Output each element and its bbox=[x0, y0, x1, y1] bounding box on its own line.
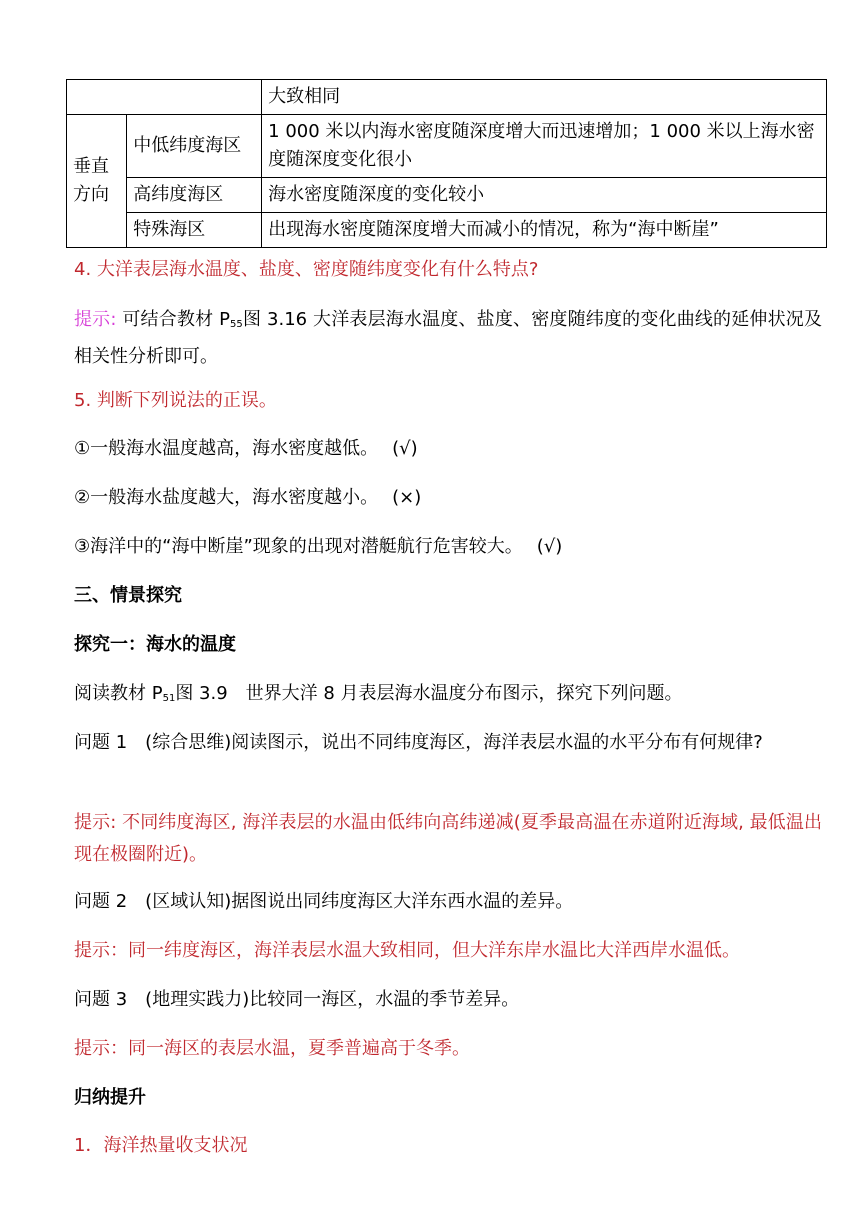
problem-1: 问题 1 (综合思维)阅读图示，说出不同纬度海区，海洋表层水温的水平分布有何规律? bbox=[74, 732, 763, 753]
judgment-text: ②一般海水盐度越大，海水密度越小。 bbox=[74, 487, 379, 508]
page-subscript: 55 bbox=[230, 319, 243, 330]
reading-text-post: 图 3.9 世界大洋 8 月表层海水温度分布图示，探究下列问题。 bbox=[175, 683, 683, 704]
judgment-mark: (√) bbox=[392, 438, 418, 459]
hint-text-post: 图 3.16 大洋表层海水温度、盐度、密度随纬度的变化曲线的延伸状况及相关性分析即可。 bbox=[74, 309, 822, 367]
table-cell: 特殊海区 bbox=[127, 213, 262, 248]
problem-3: 问题 3 (地理实践力)比较同一海区，水温的季节差异。 bbox=[74, 989, 520, 1010]
hint-label: 提示: bbox=[74, 309, 117, 330]
subheading-1: 1．海洋热量收支状况 bbox=[74, 1135, 248, 1156]
vertical-direction-label: 垂直方向 bbox=[67, 115, 127, 248]
question-5: 5. 判断下列说法的正误。 bbox=[74, 390, 277, 411]
reading-text-pre: 阅读教材 P bbox=[74, 683, 163, 704]
table-cell: 出现海水密度随深度增大而减小的情况，称为“海中断崖” bbox=[262, 213, 827, 248]
density-table bbox=[66, 79, 827, 248]
explore-heading: 探究一：海水的温度 bbox=[74, 634, 236, 655]
judgment-text: ③海洋中的“海中断崖”现象的出现对潜艇航行危害较大。 bbox=[74, 536, 523, 557]
table-cell: 海水密度随深度的变化较小 bbox=[262, 178, 827, 213]
answer-1: 提示: 不同纬度海区, 海洋表层的水温由低纬向高纬递减(夏季最高温在赤道附近海域, 最低温出现在极圈附近)。 bbox=[74, 812, 822, 865]
hint-4 bbox=[74, 304, 822, 373]
summary-heading: 归纳提升 bbox=[74, 1087, 146, 1108]
reading-instruction bbox=[74, 679, 683, 714]
judgment-2 bbox=[74, 483, 421, 513]
table-cell: 高纬度海区 bbox=[127, 178, 262, 213]
table-cell: 中低纬度海区 bbox=[127, 115, 262, 178]
table-row bbox=[67, 115, 827, 178]
table-cell: 大致相同 bbox=[262, 80, 827, 115]
hint-text-pre: 可结合教材 P bbox=[122, 309, 231, 330]
table-cell: 1 000 米以内海水密度随深度增大而迅速增加；1 000 米以上海水密度随深度变化很小 bbox=[262, 115, 827, 178]
answer-2: 提示：同一纬度海区，海洋表层水温大致相同，但大洋东岸水温比大洋西岸水温低。 bbox=[74, 940, 740, 961]
judgment-3 bbox=[74, 532, 562, 562]
table-row bbox=[67, 80, 827, 115]
problem-2: 问题 2 (区域认知)据图说出同纬度海区大洋东西水温的差异。 bbox=[74, 891, 574, 912]
table-row bbox=[67, 213, 827, 248]
table-row bbox=[67, 178, 827, 213]
section-heading: 三、情景探究 bbox=[74, 585, 182, 606]
judgment-1 bbox=[74, 434, 418, 464]
answer-3: 提示：同一海区的表层水温，夏季普遍高于冬季。 bbox=[74, 1038, 470, 1059]
question-4: 4. 大洋表层海水温度、盐度、密度随纬度变化有什么特点? bbox=[74, 259, 539, 280]
judgment-mark: (√) bbox=[536, 536, 563, 557]
judgment-mark: (×) bbox=[392, 487, 422, 508]
table-cell-empty bbox=[67, 80, 262, 115]
page-subscript: 51 bbox=[162, 693, 176, 704]
judgment-text: ①一般海水温度越高，海水密度越低。 bbox=[74, 438, 379, 459]
